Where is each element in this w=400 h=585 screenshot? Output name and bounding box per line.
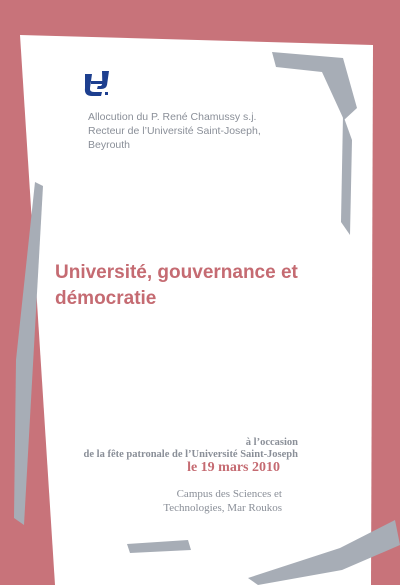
usj-logo-icon — [82, 68, 112, 98]
campus-line-1: Campus des Sciences et — [176, 488, 282, 500]
author-line-3: Beyrouth — [88, 139, 131, 151]
author-block — [88, 110, 308, 152]
usj-logo — [82, 68, 112, 98]
occasion-line-2: de la fête patronale de l’Université Saint-Joseph — [83, 449, 298, 460]
occasion-block — [84, 437, 298, 461]
event-date: le 19 mars 2010 — [187, 460, 280, 475]
title-line-2: démocratie — [55, 288, 157, 309]
author-line-2: Recteur de l’Université Saint-Joseph, — [88, 125, 261, 137]
campus-block — [163, 487, 282, 515]
document-title — [55, 260, 355, 312]
author-line-1: Allocution du P. René Chamussy s.j. — [88, 111, 257, 123]
occasion-line-1: à l’occasion — [245, 437, 298, 448]
campus-line-2: Technologies, Mar Roukos — [163, 502, 282, 514]
title-line-1: Université, gouvernance et — [55, 262, 298, 283]
gray-shape-left — [14, 182, 43, 525]
